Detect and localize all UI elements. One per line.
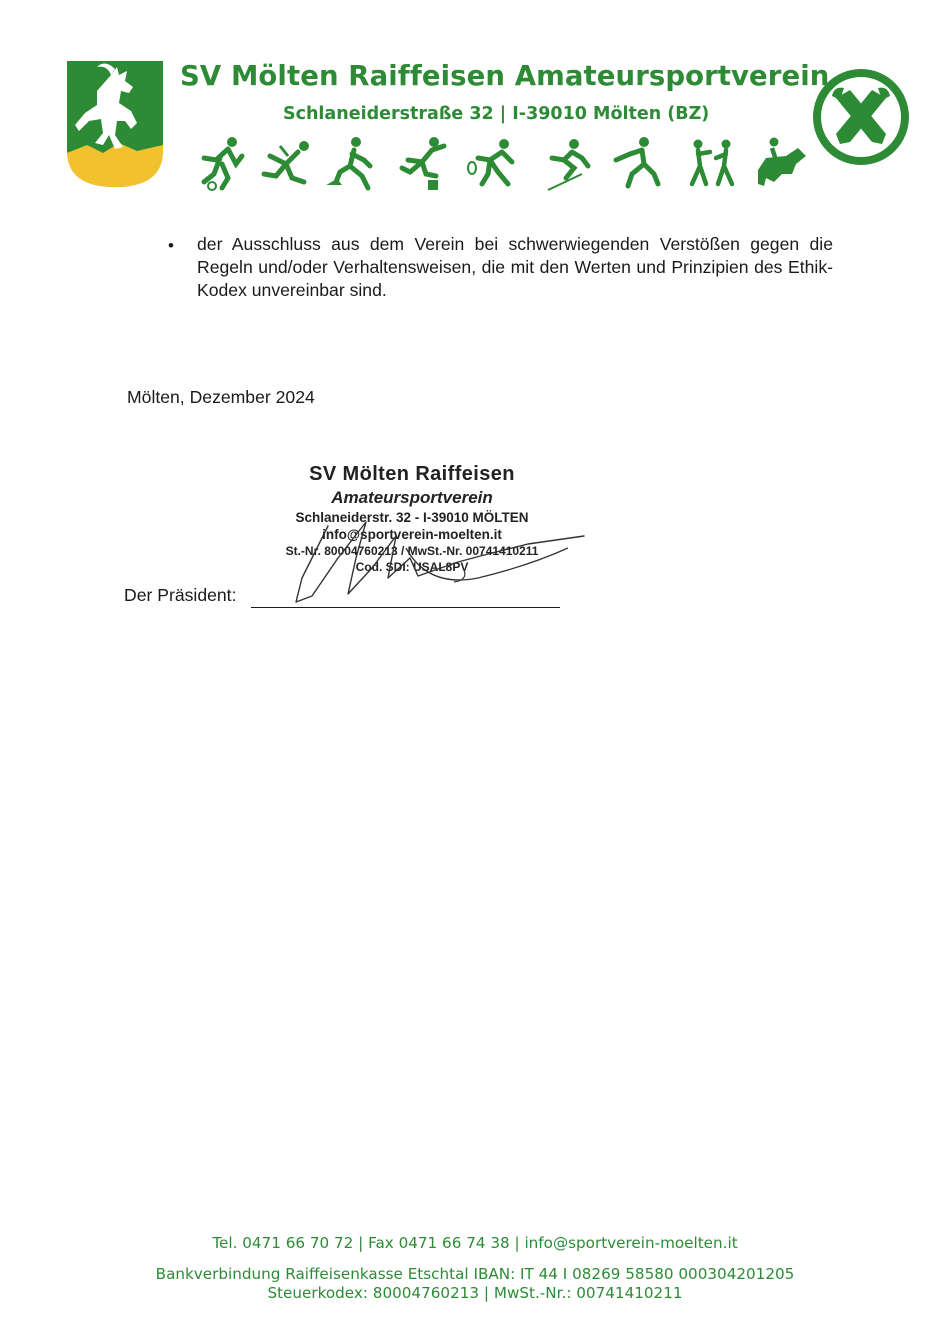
- footer-contact-line: Tel. 0471 66 70 72 | Fax 0471 66 74 38 | info@sportverein-moelten.it: [212, 1234, 738, 1252]
- stamp-tax-numbers: St.-Nr. 80004760213 / MwSt.-Nr. 00741410211: [285, 544, 539, 558]
- volleyball-player-icon: [258, 134, 316, 194]
- horse-rider-icon: [752, 134, 810, 194]
- raiffeisen-crossed-horses-icon: [812, 68, 910, 166]
- footer-bank-line: Bankverbindung Raiffeisenkasse Etschtal IBAN: IT 44 I 08269 58580 000304201205: [155, 1265, 795, 1283]
- stamp-club-subtitle: Amateursportverein: [331, 488, 493, 507]
- handwritten-signature-icon: [268, 518, 598, 608]
- sports-pictogram-row: [196, 134, 806, 196]
- gymnast-icon: [396, 134, 454, 194]
- stamp-address: Schlaneiderstr. 32 - I-39010 MÖLTEN: [295, 510, 529, 525]
- footer-tax-line: Steuerkodex: 80004760213 | MwSt.-Nr.: 00741410211: [267, 1284, 683, 1302]
- president-label: Der Präsident:: [124, 585, 237, 605]
- dancer-icon: [686, 134, 744, 194]
- curling-player-icon: [324, 134, 382, 194]
- soccer-player-icon: [196, 134, 254, 194]
- place-and-date: Mölten, Dezember 2024: [127, 387, 315, 407]
- skier-icon: [542, 134, 600, 194]
- stamp-club-name: SV Mölten Raiffeisen: [309, 463, 515, 485]
- stamp-email: info@sportverein-moelten.it: [322, 527, 502, 542]
- stamp-sdi-code: Cod. SDI: USAL8PV: [355, 560, 469, 574]
- club-address: Schlaneiderstraße 32 | I-39010 Mölten (BZ): [283, 104, 710, 124]
- judo-icon: [610, 134, 668, 194]
- bullet-paragraph: der Ausschluss aus dem Verein bei schwerwiegenden Verstößen gegen die Regeln und/oder Verhaltensweisen, die mit den Werten und Prinzipien des Ethik- Kodex unvereinbar sind.: [197, 234, 833, 300]
- signature-line: [251, 607, 560, 608]
- goat-crest-icon: [67, 61, 163, 187]
- bullet-point-icon: •: [168, 236, 174, 255]
- club-name-heading: SV Mölten Raiffeisen Amateursportverein: [180, 60, 830, 92]
- tennis-player-icon: [464, 134, 522, 194]
